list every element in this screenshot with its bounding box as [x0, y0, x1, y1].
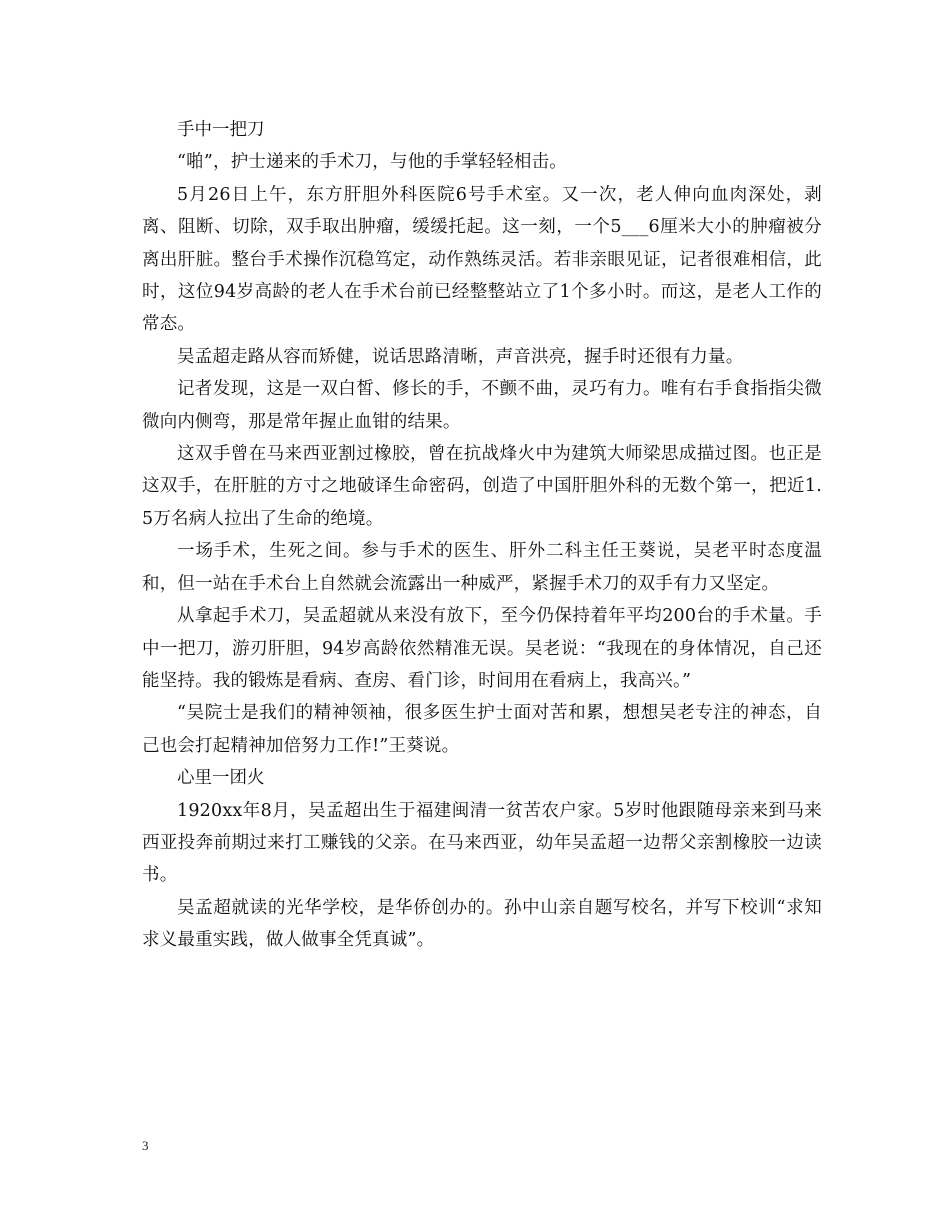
paragraph: 一场手术，生死之间。参与手术的医生、肝外二科主任王葵说，吴老平时态度温和，但一站在手术台上自然就会流露出一种威严，紧握手术刀的双手有力又坚定。 [142, 541, 822, 594]
section-heading: 心里一团火 [177, 768, 265, 789]
paragraph: 这双手曾在马来西亚割过橡胶，曾在抗战烽火中为建筑大师梁思成描过图。也正是这双手，在肝脏的方寸之地破译生命密码，创造了中国肝胆外科的无数个第一，把近1.5万名病人拉出了生命的绝境。 [142, 444, 822, 529]
paragraph: 吴孟超就读的光华学校，是华侨创办的。孙中山亲自题写校名，并写下校训“求知求义最重实践，做人做事全凭真诚”。 [142, 897, 822, 951]
paragraph: “啪”，护士递来的手术刀，与他的手掌轻轻相击。 [177, 152, 567, 173]
paragraph: “吴院士是我们的精神领袖，很多医生护士面对苦和累，想想吴老专注的神态，自己也会打起精神加倍努力工作!”王葵说。 [142, 703, 822, 756]
document-body [142, 114, 822, 957]
section-heading: 手中一把刀 [177, 120, 265, 140]
paragraph: 吴孟超走路从容而矫健，说话思路清晰，声音洪亮，握手时还很有力量。 [177, 346, 744, 367]
paragraph: 5月26日上午，东方肝胆外科医院6号手术室。又一次，老人伸向血肉深处，剥离、阻断、切除，双手取出肿瘤，缓缓托起。这一刻，一个5___6厘米大小的肿瘤被分离出肝脏。整台手术操作沉稳笃定，动作熟练灵活。若非亲眼见证，记者很难相信，此时，这位94岁高龄的老人在手术台前已经整整站立了1个多小时。而这，是老人工作的常态。 [142, 184, 822, 335]
paragraph: 从拿起手术刀，吴孟超就从来没有放下，至今仍保持着年平均200台的手术量。手中一把刀，游刃肝胆，94岁高龄依然精准无误。吴老说：“我现在的身体情况，自己还能坚持。我的锻炼是看病、查房、看门诊，时间用在看病上，我高兴。” [142, 606, 822, 691]
page-number: 3 [142, 1138, 149, 1153]
paragraph: 1920xx年8月，吴孟超出生于福建闽清一贫苦农户家。5岁时他跟随母亲来到马来西亚投奔前期过来打工赚钱的父亲。在马来西亚，幼年吴孟超一边帮父亲割橡胶一边读书。 [142, 800, 822, 886]
paragraph: 记者发现，这是一双白皙、修长的手，不颤不曲，灵巧有力。唯有右手食指指尖微微向内侧弯，那是常年握止血钳的结果。 [142, 379, 822, 432]
